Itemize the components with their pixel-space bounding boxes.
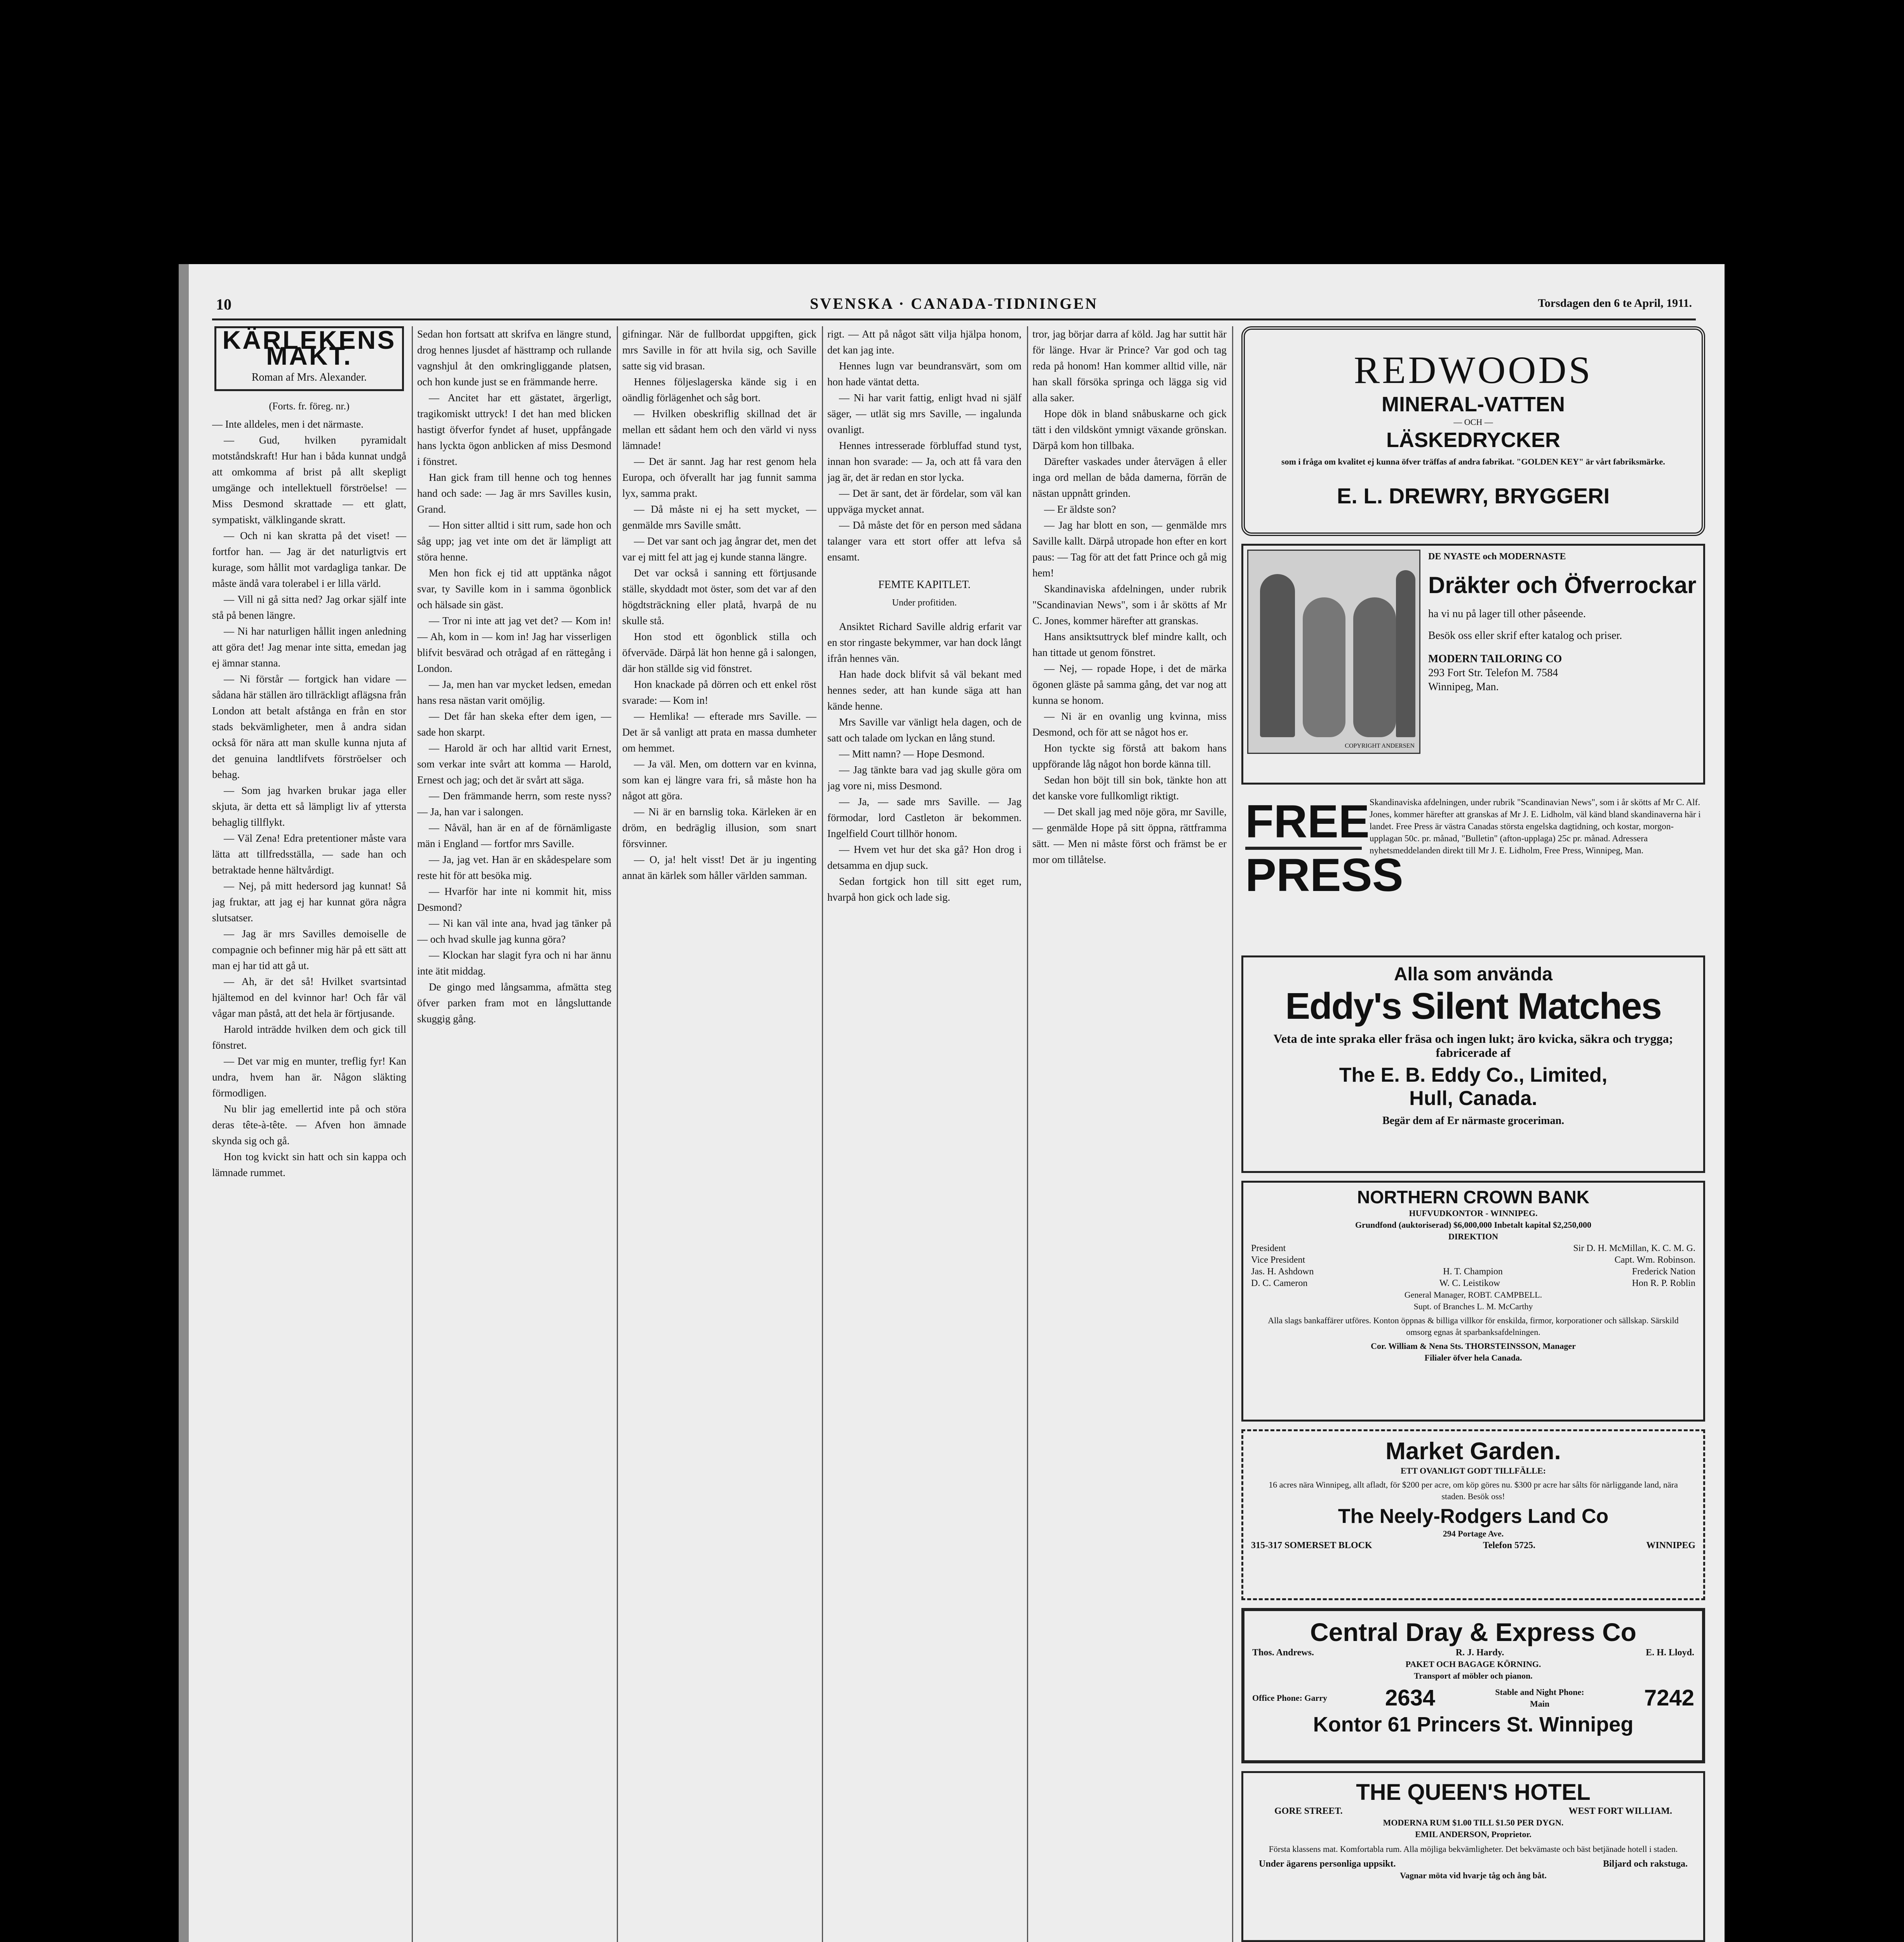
tailoring-address: 293 Fort Str. Telefon M. 7584 <box>1428 667 1558 679</box>
hotel-address-row <box>1274 1805 1672 1817</box>
bank-directors-row <box>1251 1266 1695 1277</box>
market-city: WINNIPEG <box>1646 1540 1695 1550</box>
paragraph: — Ni är en barnslig toka. Kärleken är en dröm, en bedräglig illusion, som snart försvinner. <box>622 806 816 849</box>
paragraph: — Jag har blott en son, — genmälde mrs Saville kallt. Därpå utropade hon efter en kort paus: — Tag för att det fatt Prince och gå mig hem! <box>1032 519 1227 579</box>
paragraph: — Hvem vet hur det ska gå? Hon drog i detsamma en djup suck. <box>827 844 1022 871</box>
paragraph: Nu blir jag emellertid inte på och störa deras tête-à-tête. — Afven hon ämnade skynda sig och gå. <box>212 1103 406 1147</box>
paragraph: — Hemlika! — efterade mrs Saville. — Det är så vanligt att prata en massa dumheter om hemmet. <box>622 710 816 754</box>
paragraph: Hope dök in bland snåbuskarne och gick tätt i den vildskönt ymnigt växande grönskan. Därpå kom hon tillbaka. <box>1032 408 1227 451</box>
paragraph: — Tror ni inte att jag vet det? — Kom in! — Ah, kom in — kom in! Jag har visserligen blifvit besvärad och otrågad af en rättegång i London. <box>417 615 611 674</box>
paragraph: — Det var sant och jag ångrar det, men det var ej mitt fel att jag ej kunde stanna längre. <box>622 535 816 563</box>
paragraph: — Ja väl. Men, om dottern var en kvinna, som kan ej längre vara fri, så måste hon ha något att göra. <box>622 758 816 802</box>
newspaper-page <box>179 264 1725 1942</box>
paragraph: — Jag tänkte bara vad jag skulle göra om jag vore ni, miss Desmond. <box>827 764 1022 792</box>
paragraph: Men hon fick ej tid att upptänka något svar, ty Saville kom in i samma ögonblick och hälsade sin gäst. <box>417 567 611 611</box>
eddy-city: Hull, Canada. <box>1409 1087 1537 1110</box>
page-number: 10 <box>216 296 231 313</box>
redwoods-line1: MINERAL-VATTEN <box>1382 393 1565 416</box>
dray-kontor: Kontor 61 Princers St. Winnipeg <box>1313 1713 1634 1736</box>
paragraph: Han gick fram till henne och tog hennes hand och sade: — Jag är mrs Savilles kusin, Grand. <box>417 472 611 515</box>
paragraph: — Ah, är det så! Hvilket svartsintad hjältemod en del kvinnor har! Och får väl vågar man påstå, att det hela är förtjusande. <box>212 976 406 1019</box>
hotel-foot: Biljard och rakstuga. <box>1603 1859 1688 1869</box>
paragraph: Hennes följeslagerska kände sig i en oändlig förlägenhet och såg bort. <box>622 376 816 404</box>
paragraph: — Ancitet har ett gästatet, ärgerligt, tragikomiskt uttryck! I det han med blicken hastigt öfverfor fyndet af huset, uppfångade hans lyckta ögon anblicken af miss Desmond i fönstret. <box>417 392 611 467</box>
column-1-text <box>212 416 406 1181</box>
central-dray-ad <box>1241 1608 1705 1763</box>
paragraph: — Harold är och har alltid varit Ernest, som verkar inte svårt att komma — Harold, Ernest och jag; och det är svårt att säga. <box>417 742 611 786</box>
figure-man-icon <box>1396 570 1415 737</box>
market-block: 315-317 SOMERSET BLOCK <box>1251 1540 1372 1550</box>
press-word: PRESS <box>1245 849 1403 901</box>
paragraph: Hennes lugn var beundransvärt, som om hon hade väntat detta. <box>827 360 1022 388</box>
hotel-foot: Under ägarens personliga uppsikt. <box>1259 1859 1396 1869</box>
paragraph: — Då måste ni ej ha sett mycket, — genmälde mrs Saville smått. <box>622 503 816 531</box>
market-title: Market Garden. <box>1385 1438 1561 1465</box>
column-rule <box>822 326 823 1942</box>
dray-names-row <box>1252 1647 1694 1658</box>
eddy-ad <box>1241 955 1705 1173</box>
paragraph: — Det får han skeka efter dem igen, — sade hon skarpt. <box>417 710 611 738</box>
paragraph: — Vill ni gå sitta ned? Jag orkar själf inte stå på benen längre. <box>212 593 406 621</box>
paragraph: — Då måste det för en person med sådana talanger vara ett stort offer att lefva så ensamt. <box>827 519 1022 563</box>
bank-office: HUFVUDKONTOR - WINNIPEG. <box>1409 1208 1538 1218</box>
free-word: FREE <box>1245 796 1362 850</box>
bank-capital: Grundfond (auktoriserad) $6,000,000 Inbetalt kapital $2,250,000 <box>1355 1220 1592 1230</box>
market-address: 294 Portage Ave. <box>1443 1529 1504 1538</box>
bank-supt: Supt. of Branches L. M. McCarthy <box>1413 1302 1533 1311</box>
eddy-company: The E. B. Eddy Co., Limited, <box>1339 1064 1608 1086</box>
paragraph: Harold inträdde hvilken dem och gick till fönstret. <box>212 1023 406 1051</box>
free-press-ad <box>1241 792 1705 948</box>
market-phone: Telefon 5725. <box>1483 1540 1536 1550</box>
paragraph: Skandinaviska afdelningen, under rubrik "Scandinavian News", som i år skötts af Mr C. Jones, kommer härefter att granskas. <box>1032 583 1227 626</box>
paragraph: — Ja, men han var mycket ledsen, emedan hans resa nästan varit omöjlig. <box>417 679 611 706</box>
paragraph: Mrs Saville var vänligt hela dagen, och de satt och talade om lyckan en lång stund. <box>827 716 1022 744</box>
redwoods-ad <box>1241 326 1705 536</box>
column-rule <box>1232 326 1233 1942</box>
stable-phone-number: 7242 <box>1644 1685 1694 1711</box>
director: Jas. H. Ashdown <box>1251 1267 1314 1277</box>
tailoring-illustration <box>1247 550 1420 754</box>
paragraph: — Som jag hvarken brukar jaga eller skjuta, är detta ett så lämpligt liv af yttersta behaglig tillflykt. <box>212 785 406 828</box>
tailoring-company: MODERN TAILORING CO <box>1428 653 1562 665</box>
market-line1: ETT OVANLIGT GODT TILLFÄLLE: <box>1401 1466 1546 1476</box>
redwoods-title: REDWOODS <box>1354 348 1593 392</box>
stable-phone-label: Stable and Night Phone: Main <box>1495 1687 1584 1709</box>
bank-vp-row <box>1251 1254 1695 1266</box>
paragraph: — Det var mig en munter, treflig fyr! Kan undra, hvem han är. Någon släkting förmodligen. <box>212 1055 406 1099</box>
paragraph: — Den främmande herrn, som reste nyss? — Ja, han var i salongen. <box>417 790 611 818</box>
eddy-foot: Begär dem af Er närmaste groceriman. <box>1382 1115 1565 1127</box>
tailoring-text1: ha vi nu på lager till other påseende. <box>1428 608 1586 620</box>
paragraph: — Gud, hvilken pyramidalt motståndskraft! Hur han i båda kunnat undgå att omkomma af brist på allt skepligt umgänge och intellektuell förströelse! — Miss Desmond skrattade — ett glatt, sympatiskt, välklingande skratt. <box>212 434 406 526</box>
director: Frederick Nation <box>1632 1267 1695 1277</box>
bank-president-row <box>1251 1242 1695 1254</box>
story-title-box <box>214 326 404 391</box>
dray-line1: PAKET OCH BAGAGE KÖRNING. <box>1405 1659 1541 1669</box>
paragraph: — Nej, på mitt hedersord jag kunnat! Så jag fruktar, att jag ej har kunnat göra några slutsatser. <box>212 880 406 924</box>
paragraph: — Ni har naturligen hållit ingen anledning att göra det! Jag menar inte sitta, emedan jag ej ämnar stanna. <box>212 625 406 669</box>
paragraph: Sedan fortgick hon till sitt eget rum, hvarpå hon gick och lade sig. <box>827 875 1022 903</box>
owner-name: Thos. Andrews. <box>1252 1648 1314 1658</box>
column-1 <box>212 326 406 1942</box>
director: H. T. Champion <box>1443 1267 1503 1277</box>
paragraph: — Väl Zena! Edra pretentioner måste vara lätta att tillfredsställa, — sade han och betraktade henne hältvårdigt. <box>212 832 406 876</box>
office-phone-number: 2634 <box>1385 1685 1436 1711</box>
paragraph: — Ni är en ovanlig ung kvinna, miss Desmond, och för att se något hos er. <box>1032 710 1227 738</box>
hotel-footer-row <box>1259 1858 1688 1870</box>
figure-woman-icon <box>1303 597 1345 737</box>
paragraph: — Hvilken obeskriflig skillnad det är mellan ett sådant hem och den värld vi nyss lämnade! <box>622 408 816 451</box>
paragraph: — O, ja! helt visst! Det är ju ingenting annat än kärlek som håller världen samman. <box>622 854 816 881</box>
paragraph: Hon tog kvickt sin hatt och sin kappa och lämnade rummet. <box>212 1151 406 1178</box>
paragraph: — Det är sant, det är fördelar, som väl kan uppväga mycket annat. <box>827 487 1022 515</box>
bank-foot: Filialer öfver hela Canada. <box>1424 1353 1522 1363</box>
paragraph: Det var också i sanning ett förtjusande ställe, skyddadt mot öster, som det var af den högdtsträckning eller platå, hvarpå de nu skulle stå. <box>622 567 816 626</box>
figure-woman-icon <box>1353 597 1396 737</box>
figure-man-icon <box>1260 574 1295 737</box>
dray-phones <box>1252 1685 1694 1711</box>
column-rule <box>1027 326 1028 1942</box>
paragraph: Hennes intresserade förbluffad stund tyst, innan hon svarade: — Ja, och att få vara den jag är, det är redan en stor lycka. <box>827 440 1022 483</box>
tailoring-ad <box>1241 544 1705 785</box>
tailoring-text2: Besök oss eller skrif efter katalog och priser. <box>1428 630 1622 642</box>
value: Sir D. H. McMillan, K. C. M. G. <box>1573 1243 1695 1253</box>
queens-hotel-ad <box>1241 1771 1705 1942</box>
column-2 <box>417 326 611 1942</box>
market-text: 16 acres nära Winnipeg, allt afladt, för $200 per acre, om köp göres nu. $300 pr acre har sålts för närliggande land, nära staden. Besök oss! <box>1269 1480 1678 1501</box>
market-footer-row <box>1251 1540 1695 1551</box>
hotel-text: Första klassens mat. Komfortabla rum. Alla möjliga bekvämligheter. Det bekvämaste och bäst betjänade hotell i staden. <box>1269 1844 1678 1854</box>
redwoods-brewery: E. L. DREWRY, BRYGGERI <box>1337 484 1610 508</box>
paragraph: — Och ni kan skratta på det viset! — fortfor han. — Jag är det naturligtvis ert kurage, som hållit mot vardagliga tankar. De måste ändå vara tolerabel i er lilla värld. <box>212 530 406 589</box>
bank-text: Alla slags bankaffärer utföres. Konton öppnas & billiga villkor för enskilda, firmor, korporationer och sällskap. Särskild omsorg egnas åt sparbanksafdelningen. <box>1268 1316 1679 1337</box>
paragraph: — Ni kan väl inte ana, hvad jag tänker på — och hvad skulle jag kunna göra? <box>417 917 611 945</box>
page-header <box>212 291 1696 320</box>
paragraph: Han hade dock blifvit så väl bekant med hennes seder, att han kunde säga att han kände henne. <box>827 668 1022 712</box>
tailoring-text <box>1428 550 1699 779</box>
label: Vice President <box>1251 1255 1305 1265</box>
director: Hon R. P. Roblin <box>1632 1278 1695 1288</box>
redwoods-line2: LÄSKEDRYCKER <box>1386 428 1561 452</box>
bank-direction: DIREKTION <box>1448 1232 1498 1241</box>
tailoring-top: DE NYASTE och MODERNASTE <box>1428 552 1566 562</box>
chapter-subheading: Under profitiden. <box>892 598 957 608</box>
hotel-title: THE QUEEN'S HOTEL <box>1356 1780 1591 1805</box>
paragraph: tror, jag börjar darra af köld. Jag har suttit här för länge. Hvar är Prince? Var god och tag reda på honom! Han kommer alltid ville, när han skall försöka springa och lägga sig vid alla saker. <box>1032 328 1227 404</box>
masthead: SVENSKA · CANADA-TIDNINGEN <box>810 295 1098 312</box>
paragraph: — Ja, — sade mrs Saville. — Jag förmodar, lord Castleton är bekommen. Ingelfield Court tillhör honom. <box>827 796 1022 839</box>
paragraph: — Nåväl, han är en af de förnämligaste män i England — fortfor mrs Saville. <box>417 822 611 849</box>
paragraph: — Er äldste son? <box>1044 503 1116 515</box>
paragraph: Därefter vaskades under återvägen å eller inga ord mellan de båda damerna, förrän de nästan uppnått grinden. <box>1032 456 1227 499</box>
hotel-proprietor: EMIL ANDERSON, Proprietor. <box>1415 1829 1532 1839</box>
paragraph: — Jag är mrs Savilles demoiselle de compagnie och befinner mig här på ett sätt att man ej har tid att gå ut. <box>212 928 406 971</box>
hotel-street: GORE STREET. <box>1274 1806 1343 1816</box>
office-phone-label: Office Phone: Garry <box>1252 1693 1328 1703</box>
column-3 <box>622 326 816 1942</box>
paragraph: rigt. — Att på något sätt vilja hjälpa honom, det kan jag inte. <box>827 328 1022 356</box>
free-press-text: Skandinaviska afdelningen, under rubrik "Scandinavian News", som i år skötts af Mr C. Alf. Jones, kommer härefter att granskas af Mr J. E. Lidholm, väl känd bland skandinaverna här i landet. Free Press är västra Canadas största engelska dagtidning, och kostar, morgon-upplagan 50c. pr. månad, "Bulletin" (afton-upplaga) 25c pr. månad. Adressera nyhetsmeddelanden direkt till Mr J. E. Lidholm, Free Press, Winnipeg, Man. <box>1370 797 1701 855</box>
illustration-copyright: COPYRIGHT ANDERSEN <box>1345 743 1415 749</box>
paragraph: — Ni har varit fattig, enligt hvad ni själf säger, — utlät sig mrs Saville, — ingalunda ovanligt. <box>827 392 1022 435</box>
paragraph: Hon stod ett ögonblick stilla och öfverväde. Därpå lät hon henne gå i salongen, där hon ställde sig vid fönstret. <box>622 631 816 674</box>
continued-note: (Forts. fr. föreg. nr.) <box>269 400 350 412</box>
redwoods-tagline: som i fråga om kvalitet ej kunna öfver träffas af andra fabrikat. "GOLDEN KEY" är vårt fabriksmärke. <box>1281 457 1665 466</box>
paragraph: — Mitt namn? — Hope Desmond. <box>839 748 985 760</box>
paragraph: — Ja, jag vet. Han är en skådespelare som reste hit för att besöka mig. <box>417 854 611 881</box>
paragraph: Sedan hon böjt till sin bok, tänkte hon att det kanske vore fullkomligt riktigt. <box>1032 774 1227 802</box>
issue-date: Torsdagen den 6 te April, 1911. <box>1538 297 1692 310</box>
value: Capt. Wm. Robinson. <box>1614 1255 1695 1265</box>
bank-manager: General Manager, ROBT. CAMPBELL. <box>1404 1290 1542 1300</box>
paragraph: Ansiktet Richard Saville aldrig erfarit var en stor ringaste bekymmer, var han dock långt ifrån hennes vän. <box>827 621 1022 664</box>
owner-name: E. H. Lloyd. <box>1646 1648 1694 1658</box>
director: D. C. Cameron <box>1251 1278 1308 1288</box>
paragraph: — Det skall jag med nöje göra, mr Saville, — genmälde Hope på sitt öppna, rättframma sätt. — Men ni måste först och främst be er mor om tillåtelse. <box>1032 806 1227 865</box>
ads-column <box>1241 326 1705 1942</box>
bank-directors-row <box>1251 1277 1695 1289</box>
bank-name: NORTHERN CROWN BANK <box>1357 1187 1589 1207</box>
owner-name: R. J. Hardy. <box>1455 1648 1504 1658</box>
paragraph: Hans ansiktsuttryck blef mindre kallt, och han tittade ut genom fönstret. <box>1032 631 1227 658</box>
column-rule <box>617 326 618 1942</box>
paragraph: — Ni förstår — fortgick han vidare — sådana här ställen äro tillräckligt aflägsna från London att betalt afstånga en från en stor stads bekvämligheter, men å andra sidan också för nära att man skulle kunna njuta af det genuina landtlifvets förströelser och behag. <box>212 673 406 780</box>
paragraph: Hon tyckte sig förstå att bakom hans uppförande låg något hon borde känna till. <box>1032 742 1227 770</box>
tailoring-headline: Dräkter och Öfverrockar <box>1428 572 1697 598</box>
eddy-brand: Eddy's Silent Matches <box>1285 985 1661 1027</box>
paragraph: — Det är sannt. Jag har rest genom hela Europa, och öfverallt har jag funnit samma lyx, samma prakt. <box>622 456 816 499</box>
market-company: The Neely-Rodgers Land Co <box>1338 1505 1609 1528</box>
chapter-heading: FEMTE KAPITLET. <box>878 579 971 591</box>
story-subtitle: Roman af Mrs. Alexander. <box>251 371 367 383</box>
free-press-logo <box>1245 795 1403 944</box>
director: W. C. Leistikow <box>1439 1278 1500 1288</box>
bank-ad <box>1241 1181 1705 1422</box>
dray-line2: Transport af möbler och pianon. <box>1414 1671 1533 1681</box>
eddy-top: Alla som använda <box>1394 964 1553 985</box>
paragraph: De gingo med långsamma, afmätta steg öfver parken fram mot en långsluttande skuggig gång. <box>417 981 611 1025</box>
paragraph: — Hon sitter alltid i sitt rum, sade hon och såg upp; jag vet inte om det är lämpligt att störa henne. <box>417 519 611 563</box>
column-5 <box>1032 326 1227 1942</box>
dray-title: Central Dray & Express Co <box>1310 1618 1636 1646</box>
hotel-city: WEST FORT WILLIAM. <box>1568 1806 1672 1816</box>
label: President <box>1251 1243 1286 1253</box>
paragraph: — Inte alldeles, men i det närmaste. <box>212 418 364 430</box>
tailoring-city: Winnipeg, Man. <box>1428 681 1499 693</box>
hotel-foot3: Vagnar möta vid hvarje tåg och ång båt. <box>1400 1871 1547 1880</box>
paragraph: gifningar. När de fullbordat uppgiften, gick mrs Saville in för att hvila sig, och Saville satte sig vid brasan. <box>622 328 816 372</box>
paragraph: Hon knackade på dörren och ett enkel röst svarade: — Kom in! <box>622 679 816 706</box>
paragraph: — Hvarför har inte ni kommit hit, miss Desmond? <box>417 886 611 913</box>
paragraph: — Klockan har slagit fyra och ni har ännu inte ätit middag. <box>417 949 611 977</box>
story-title: KÄRLEKENS MAKT. <box>222 326 396 370</box>
paragraph: — Nej, — ropade Hope, i det de märka ögonen gläste på samma gång, det var nog att kunna se honom. <box>1032 663 1227 706</box>
bank-branch: Cor. William & Nena Sts. THORSTEINSSON, Manager <box>1371 1341 1576 1351</box>
hotel-rooms: MODERNA RUM $1.00 TILL $1.50 PER DYGN. <box>1383 1818 1564 1827</box>
column-4 <box>827 326 1022 1942</box>
paragraph: Sedan hon fortsatt att skrifva en längre stund, drog hennes ljusdet af hästtramp och rullande vagnshjul åt den omkringliggande platsen, och hon kunde just se en främmande herre. <box>417 328 611 388</box>
eddy-text: Veta de inte spraka eller fräsa och ingen lukt; äro kvicka, säkra och trygga; fabricerade af <box>1273 1032 1673 1060</box>
redwoods-och: — OCH — <box>1453 417 1493 427</box>
market-garden-ad <box>1241 1429 1705 1600</box>
column-rule <box>412 326 413 1942</box>
